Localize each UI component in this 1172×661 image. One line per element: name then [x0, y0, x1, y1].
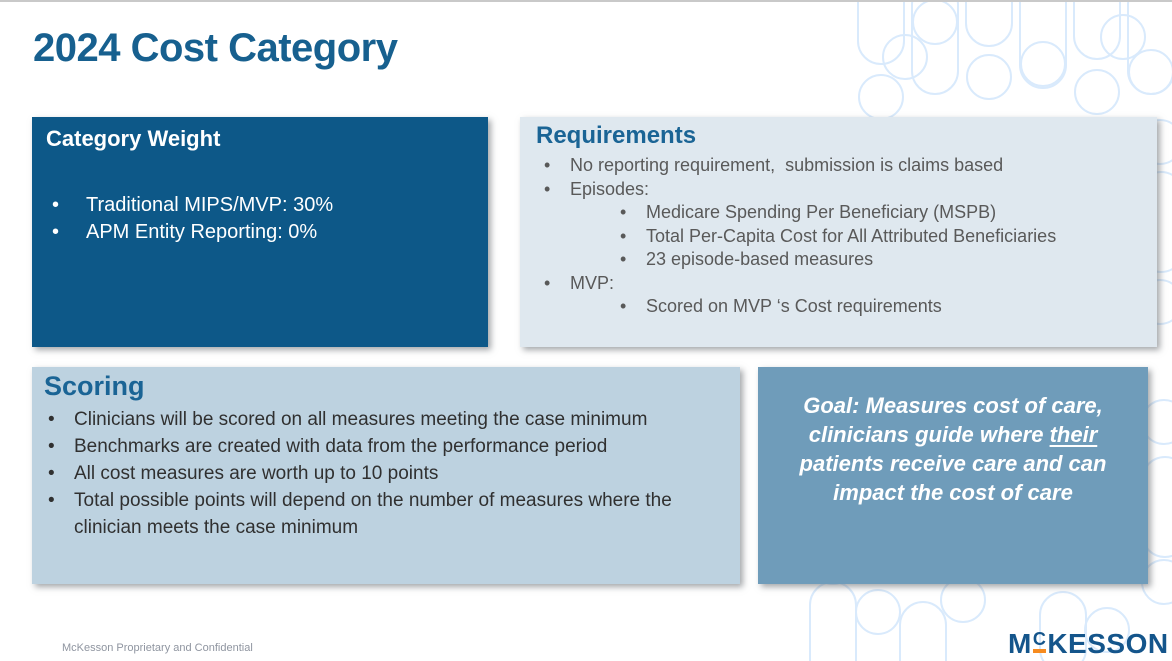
category-weight-box	[32, 117, 488, 347]
requirements-box	[520, 117, 1157, 347]
bullet-dot: •	[544, 178, 551, 199]
scoring-item	[44, 460, 728, 487]
requirements-item	[536, 248, 1141, 272]
scoring-item	[44, 433, 728, 460]
footer-confidentiality: McKesson Proprietary and Confidential	[62, 642, 253, 654]
requirements-item	[536, 154, 1141, 178]
category-weight-item	[46, 219, 474, 246]
bullet-text: APM Entity Reporting: 0%	[86, 221, 318, 243]
goal-box	[758, 367, 1148, 584]
bullet-text: MVP:	[570, 272, 615, 293]
requirements-item	[536, 272, 1141, 296]
goal-underlined-word: their	[1049, 422, 1098, 447]
scoring-heading: Scoring	[44, 371, 145, 401]
bullet-dot: •	[620, 202, 627, 222]
bullet-text: Clinicians will be scored on all measures meeting the case minimum	[74, 409, 648, 430]
category-weight-item	[46, 192, 474, 219]
bullet-text: Benchmarks are created with data from the performance period	[74, 436, 608, 457]
scoring-box	[32, 367, 740, 584]
mckesson-logo	[1008, 628, 1169, 660]
bullet-dot: •	[48, 436, 55, 457]
bullet-dot: •	[544, 155, 551, 175]
bullet-text: Scored on MVP ‘s Cost requirements	[646, 296, 942, 316]
scoring-list	[44, 406, 728, 541]
bullet-dot: •	[48, 490, 55, 511]
scoring-item	[44, 487, 728, 541]
bullet-dot: •	[52, 221, 60, 243]
bullet-dot: •	[544, 272, 551, 293]
bullet-dot: •	[620, 249, 627, 269]
bullet-text: 23 episode-based measures	[646, 249, 874, 269]
bullet-dot: •	[620, 296, 627, 316]
page-title: 2024 Cost Category	[33, 26, 398, 70]
bullet-text: Medicare Spending Per Beneficiary (MSPB)	[646, 202, 997, 222]
bullet-dot: •	[48, 409, 55, 430]
bullet-dot: •	[48, 463, 55, 484]
bullet-text: Total possible points will depend on the number of measures where the clinician meets the case minimum	[74, 490, 672, 538]
category-weight-list	[46, 192, 474, 246]
bullet-text: Traditional MIPS/MVP: 30%	[86, 194, 334, 216]
bullet-dot: •	[52, 194, 60, 216]
bullet-dot: •	[620, 225, 627, 246]
requirements-list	[536, 154, 1141, 319]
bullet-text: Total Per-Capita Cost for All Attributed Beneficiaries	[646, 225, 1057, 246]
logo-m: M	[1008, 628, 1032, 659]
goal-text	[778, 391, 1128, 507]
bullet-text: All cost measures are worth up to 10 points	[74, 463, 439, 484]
requirements-item	[536, 225, 1141, 249]
goal-text-after: patients receive care and can impact the cost of care	[799, 451, 1107, 505]
category-weight-heading: Category Weight	[46, 126, 221, 151]
logo-c: C	[1033, 630, 1047, 653]
requirements-item	[536, 295, 1141, 319]
scoring-item	[44, 406, 728, 433]
requirements-item	[536, 178, 1141, 202]
goal-text-before: Goal: Measures cost of care, clinicians guide where	[803, 393, 1103, 447]
bullet-text: No reporting requirement, submission is claims based	[570, 155, 1004, 175]
requirements-item	[536, 201, 1141, 225]
bullet-text: Episodes:	[570, 178, 650, 199]
logo-rest: KESSON	[1047, 628, 1169, 659]
requirements-heading: Requirements	[536, 122, 697, 149]
